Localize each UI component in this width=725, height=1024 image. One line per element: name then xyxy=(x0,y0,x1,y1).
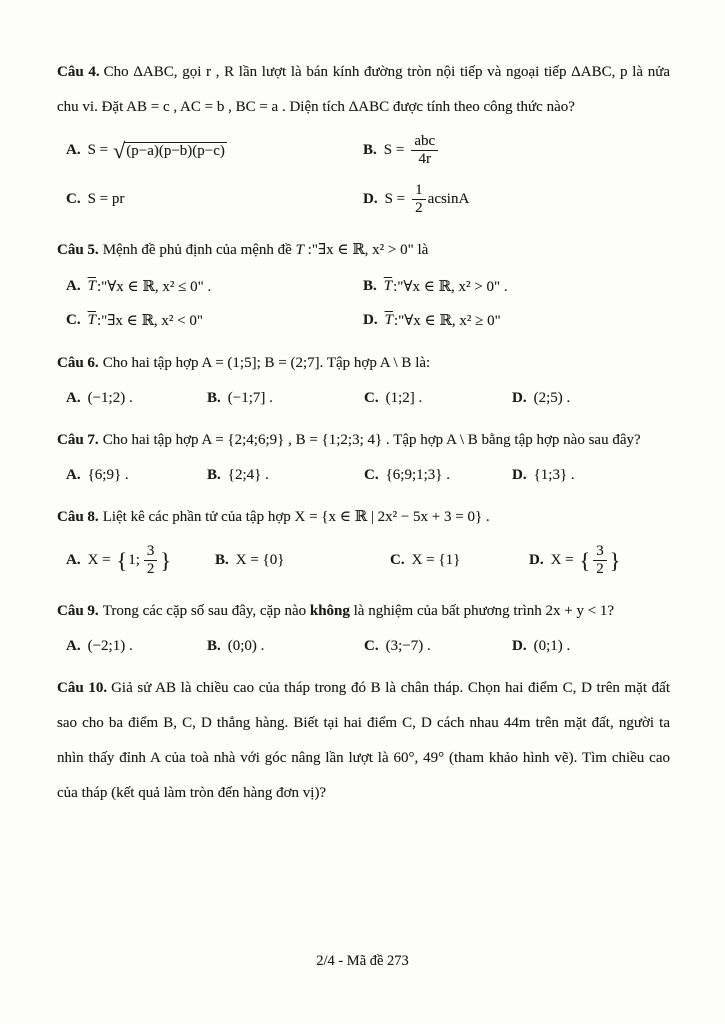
page-footer: 2/4 - Mã đề 273 xyxy=(316,953,409,969)
question-7-text: Cho hai tập hợp A = {2;4;6;9} , B = {1;2;3; 4} . Tập hợp A \ B bằng tập hợp nào sau đây? xyxy=(102,432,641,448)
option-4d-label: D. xyxy=(363,191,378,207)
option-9b xyxy=(207,631,364,661)
option-8c-text: X = {1} xyxy=(411,552,461,568)
question-10-statement xyxy=(57,671,670,811)
sqrt-radicand: (p−a)(p−b)(p−c) xyxy=(126,142,225,159)
option-6a xyxy=(66,383,207,413)
question-6-number: Câu 6. xyxy=(57,355,99,371)
option-7d-text: {1;3} . xyxy=(533,466,575,483)
question-7-statement xyxy=(57,423,670,458)
fraction-numerator: 3 xyxy=(144,543,158,561)
option-6a-text: (−1;2) . xyxy=(87,389,133,406)
option-4a-label: A. xyxy=(66,142,81,158)
question-10-text: Giả sử AB là chiều cao của tháp trong đó B là chân tháp. Chọn hai điểm C, D trên mặt đất sao cho ba điểm B, C, D thẳng hàng. Biết tại hai điểm C, D cách nhau 44m trên mặt đất, người ta nhìn thấy đỉnh A của toà nhà với góc nâng lần lượt là 60°, 49° (tham khảo hình vẽ). Tìm chiều cao của tháp (kết quả làm tròn đến hàng đơn vị)? xyxy=(57,680,670,801)
formula-lhs: X = xyxy=(550,552,574,568)
question-4-options xyxy=(57,127,670,223)
option-8c-label: C. xyxy=(390,552,405,568)
option-6b-text: (−1;7] . xyxy=(227,389,273,406)
option-6c-label: C. xyxy=(364,389,379,406)
negated-proposition-symbol: $\overline{T}$ xyxy=(383,277,393,294)
option-4c-label: C. xyxy=(66,191,81,207)
question-10 xyxy=(57,671,670,811)
option-7c-text: {6;9;1;3} . xyxy=(385,466,450,483)
close-brace: } xyxy=(160,547,171,573)
option-5d-label: D. xyxy=(363,311,378,328)
question-5-options xyxy=(57,270,670,336)
option-7d-label: D. xyxy=(512,466,527,483)
formula-lhs: S = xyxy=(384,191,406,207)
question-4-text: Cho ΔABC, gọi r , R lần lượt là bán kính đường tròn nội tiếp và ngoại tiếp ΔABC, p là nửa chu vi. Đặt AB = c , AC = b , BC = a . Diện tích ΔABC được tính theo công thức nào? xyxy=(57,64,670,115)
option-6b xyxy=(207,383,364,413)
option-9c-text: (3;−7) . xyxy=(385,637,431,654)
option-7d xyxy=(512,460,670,490)
fraction-numerator: 1 xyxy=(412,182,426,200)
question-9-options xyxy=(57,631,670,661)
question-5-text-pre: Mệnh đề phủ định của mệnh đề xyxy=(102,242,296,258)
option-8c xyxy=(390,537,529,584)
option-7a xyxy=(66,460,207,490)
option-5d xyxy=(363,304,670,336)
option-4a xyxy=(66,127,363,174)
option-9c-label: C. xyxy=(364,637,379,654)
question-7-options xyxy=(57,460,670,490)
formula-lhs: S = xyxy=(87,142,109,158)
option-5d-text: :"∀x ∈ ℝ, x² ≥ 0" xyxy=(393,312,501,329)
option-7b-label: B. xyxy=(207,466,221,483)
question-9 xyxy=(57,594,670,661)
question-4-statement xyxy=(57,55,670,125)
emphasized-word: không xyxy=(309,603,350,619)
fraction-denominator: 2 xyxy=(146,561,155,577)
question-8 xyxy=(57,500,670,584)
close-brace: } xyxy=(609,547,621,573)
question-8-number: Câu 8. xyxy=(57,509,99,525)
option-8a-label: A. xyxy=(66,552,81,568)
negated-proposition-symbol: $\overline{T}$ xyxy=(384,311,393,328)
option-9b-text: (0;0) . xyxy=(227,637,265,654)
fraction xyxy=(593,543,607,578)
option-7a-label: A. xyxy=(66,466,81,483)
option-9a xyxy=(66,631,207,661)
option-5a-text: :"∀x ∈ ℝ, x² ≤ 0" . xyxy=(96,278,212,295)
option-9a-text: (−2;1) . xyxy=(87,637,133,654)
option-8a xyxy=(66,537,215,584)
option-4d xyxy=(363,176,670,223)
question-9-statement xyxy=(57,594,670,629)
option-7c xyxy=(364,460,512,490)
option-6a-label: A. xyxy=(66,389,81,406)
option-6c xyxy=(364,383,512,413)
formula-lhs: X = xyxy=(87,552,111,568)
question-9-text-pre: Trong các cặp số sau đây, cặp nào xyxy=(102,603,310,619)
option-9c xyxy=(364,631,512,661)
question-7-number: Câu 7. xyxy=(57,432,99,448)
question-4-number: Câu 4. xyxy=(57,64,100,80)
option-5b-label: B. xyxy=(363,277,377,294)
option-8b-label: B. xyxy=(215,552,229,568)
question-10-number: Câu 10. xyxy=(57,680,108,696)
question-6-text: Cho hai tập hợp A = (1;5]; B = (2;7]. Tập hợp A \ B là: xyxy=(102,355,431,371)
option-9d-label: D. xyxy=(512,637,527,654)
option-9d-text: (0;1) . xyxy=(533,637,571,654)
option-8d xyxy=(529,537,670,584)
option-4b-label: B. xyxy=(363,142,377,158)
question-8-text: Liệt kê các phần tử của tập hợp X = {x ∈ ℝ | 2x² − 5x + 3 = 0} . xyxy=(102,509,490,525)
negated-proposition-symbol: $\overline{T}$ xyxy=(87,311,96,328)
option-5a-label: A. xyxy=(66,277,81,294)
question-6-options xyxy=(57,383,670,413)
option-8b xyxy=(215,537,390,584)
question-7 xyxy=(57,423,670,490)
set-element: 1; xyxy=(128,552,140,568)
question-9-text-post: là nghiệm của bất phương trình 2x + y < 1? xyxy=(349,603,615,619)
option-7a-text: {6;9} . xyxy=(87,466,129,483)
option-6b-label: B. xyxy=(207,389,221,406)
proposition-symbol: T xyxy=(295,242,304,258)
fraction-denominator: 2 xyxy=(415,200,423,216)
formula-rhs: acsinA xyxy=(427,191,470,207)
option-9d xyxy=(512,631,670,661)
question-5 xyxy=(57,233,670,336)
option-5c-text: :"∃x ∈ ℝ, x² < 0" xyxy=(96,312,204,329)
negated-proposition-symbol: $\overline{T}$ xyxy=(87,277,96,294)
question-6-statement xyxy=(57,346,670,381)
question-4 xyxy=(57,55,670,223)
option-9a-label: A. xyxy=(66,637,81,654)
option-5b xyxy=(363,270,670,302)
fraction-numerator: abc xyxy=(411,133,438,151)
option-8d-label: D. xyxy=(529,552,544,568)
question-8-options xyxy=(57,537,670,584)
option-6d xyxy=(512,383,670,413)
option-5c xyxy=(66,304,363,336)
question-9-number: Câu 9. xyxy=(57,603,99,619)
open-brace: { xyxy=(579,547,591,573)
fraction-denominator: 2 xyxy=(596,561,604,577)
fraction xyxy=(412,182,426,217)
option-6d-label: D. xyxy=(512,389,527,406)
question-5-number: Câu 5. xyxy=(57,242,99,258)
question-6 xyxy=(57,346,670,413)
option-8b-text: X = {0} xyxy=(235,552,285,568)
option-9b-label: B. xyxy=(207,637,221,654)
question-5-statement xyxy=(57,233,670,268)
fraction-numerator: 3 xyxy=(593,543,607,561)
option-4b xyxy=(363,127,670,174)
option-4c xyxy=(66,176,363,223)
option-5b-text: :"∀x ∈ ℝ, x² > 0" . xyxy=(393,278,508,295)
option-7b-text: {2;4} . xyxy=(227,466,269,483)
option-6c-text: (1;2] . xyxy=(385,389,423,406)
open-brace: { xyxy=(116,547,128,573)
option-6d-text: (2;5) . xyxy=(533,389,571,406)
question-5-text-post: :"∃x ∈ ℝ, x² > 0" là xyxy=(303,242,429,258)
option-7c-label: C. xyxy=(364,466,379,483)
option-5c-label: C. xyxy=(66,311,81,328)
option-4c-text: S = pr xyxy=(87,191,125,207)
option-5a xyxy=(66,270,363,302)
question-8-statement xyxy=(57,500,670,535)
formula-lhs: S = xyxy=(383,142,405,158)
option-7b xyxy=(207,460,364,490)
sqrt-symbol: √ xyxy=(113,137,126,163)
fraction-denominator: 4r xyxy=(418,151,431,167)
fraction xyxy=(411,133,438,168)
fraction xyxy=(144,543,158,578)
